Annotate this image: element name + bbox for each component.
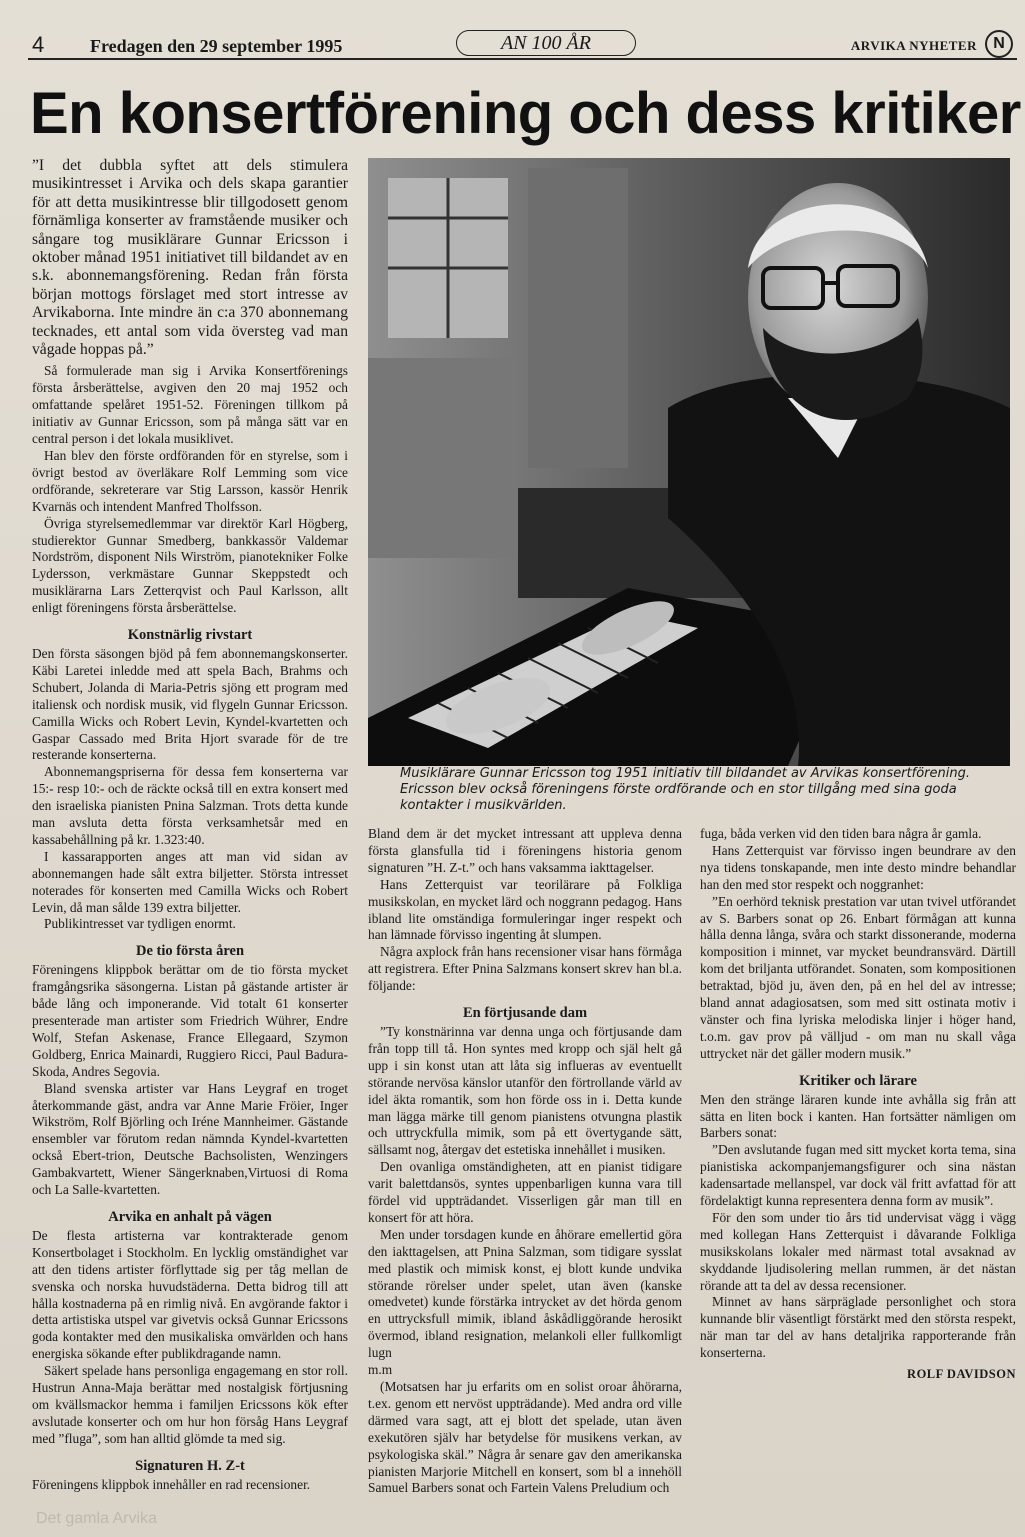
- subheading: Signaturen H. Z-t: [135, 1457, 245, 1474]
- photo-illustration: [368, 158, 1010, 766]
- paragraph: fuga, båda verken vid den tiden bara några år gamla.: [700, 826, 982, 841]
- article-column-1: [32, 157, 348, 1493]
- page-number: 4: [32, 32, 45, 57]
- paragraph: ”En oerhörd teknisk prestation var utan tvivel utförandet av S. Barbers sonat op 26. Enbart förmågan att kunna hålla denna långa, svåra och starkt dissonerande, moderna komposition i minnet, var mycket beundransvärd. Därtill kom det briljanta utförandet. Sonaten, som kompositionen betraktad, bjöd ju, även den, på en hel del av intresse; bland annat adagiosatsen, som med sitt ostinata motiv i vänster och fina lyriska melodiska linjer i höger hand, t.o.m. gav prov på välljud - om man nu skall våga uttrycket när det gäller modern musik.”: [700, 893, 1016, 1061]
- subheading: Arvika en anhalt på vägen: [108, 1208, 272, 1225]
- paragraph: Publikintresset var tydligen enormt.: [44, 916, 236, 932]
- article-column-2: [368, 826, 682, 1497]
- paragraph: m.m: [368, 1362, 393, 1378]
- paragraph: De flesta artisterna var kontrakterade genom Konsertbolaget i Stockholm. En lycklig omständighet var att den tidens artister förflyttade sig per tåg mellan de svenska och norska huvudstäderna. Detta bidrog till att hålla kostnaderna på en rimlig nivå. En avgörande faktor i detta artistiska utspel var givetvis också Gunnar Ericssons goda kontakter med den musikaliska omvärlden och hans energiska sökande efter publikdragande namn.: [32, 1227, 348, 1362]
- paragraph: Men den stränge läraren kunde inte avhålla sig från att sätta en liten bock i kanten. Han fortsätter nämligen om Barbers sonat:: [700, 1091, 1016, 1141]
- paragraph: Några axplock från hans recensioner visar hans förmåga att registrera. Efter Pnina Salzmans konsert skrev han bl.a. följande:: [368, 944, 682, 994]
- lead-paragraph: ”I det dubbla syftet att dels stimulera musikintresset i Arvika och dels skapa garantier för att detta musikintresse blir tillgodosett genom förnämliga konserter av framstående musiker och sångare tog musiklärare Gunnar Ericsson i oktober månad 1951 initiativet till bildandet av en s.k. abonnemangsförening. Redan från första början mottogs förslaget med stort intresse av Arvikaborna. Inte mindre än c:a 370 abonnemang tecknades, ett antal som vida översteg vad man vågade hoppas på.”: [32, 157, 348, 359]
- subheading: Kritiker och lärare: [799, 1072, 917, 1089]
- subheading: De tio första åren: [135, 943, 245, 960]
- masthead: [28, 30, 1017, 60]
- author-byline: ROLF DAVIDSON: [907, 1367, 1016, 1382]
- paragraph: Bland svenska artister var Hans Leygraf en troget återkommande gäst, andra var Anne Marie Fröier, Inger Wikström, Rolf Björling och Iréne Mannheimer. Gästande ensembler var förutom redan nämnda Kyndel-kvartetten också Ebert-trion, Deutsche Bachsolisten, Wenzingers Gambakvartett, Wiener Sängerknaben,Virtuosi di Roma och La Salle-kvartetten.: [32, 1080, 348, 1198]
- paragraph: Den ovanliga omständigheten, att en pianist tidigare varit balettdansös, syntes uppenbarligen kunna vara till fördel vid uppträdandet. Visserligen går man till en konsert för att höra.: [368, 1159, 682, 1225]
- article-photo: [368, 158, 1010, 766]
- paragraph: (Motsatsen har ju erfarits om en solist oroar åhörarna, t.ex. genom ett nervöst uppträdande). Med andra ord ville därmed vara sagt, att ej blott det spelade, utan även exekutören själv har betydelse för musikens verkan, av psykologiska skäl.” Några år senare gav den amerikanska pianisten Marjorie Mitchell en konsert, som bl a innehöll Samuel Barbers sonat och Fartein Valens Preludium och: [368, 1379, 682, 1496]
- paragraph: Hans Zetterquist var förvisso ingen beundrare av den nya tidens tonskapande, men inte desto mindre behandlar han den med stor respekt och noggranhet:: [700, 842, 1016, 892]
- paragraph: ”Ty konstnärinna var denna unga och förtjusande dam från topp till tå. Hon syntes med kropp och själ helt gå upp i sin konst utan att låta sig influeras av eventuellt störande nervösa känslor utanför den förtrollande värld av idel äkta romantik, som hon förde oss in i. Detta kunde man lägga märke till genom pianistens otvungna plastik och uttryckfulla mimik, som på ett övertygande sätt, sällsamt nog, återgav det estetiska innehållet i musiken.: [368, 1023, 682, 1158]
- paragraph: Han blev den förste ordföranden för en styrelse, som i övrigt bestod av överläkare Rolf Lemming som vice ordförande, sekreterare var Stig Larsson, kassör Henrik Kvarnäs och intendent Manfred Tholfsson.: [32, 448, 348, 514]
- subheading: Konstnärlig rivstart: [127, 627, 253, 644]
- paragraph: Övriga styrelsemedlemmar var direktör Karl Högberg, studierektor Gunnar Smedberg, bankkassör Valdemar Nordström, disponent Nils Wirström, pianotekniker Folke Lydersson, verkmästare Gunnar Skeppstedt och musiklärarna Lars Zetterqvist och Paul Karlsson, allt enligt föreningens första årsberättelse.: [32, 515, 348, 616]
- paragraph: Bland dem är det mycket intressant att uppleva denna första glansfulla tid i föreningens historia genom signaturen ”H. Z-t.” och hans vaksamma iakttagelser.: [368, 826, 682, 875]
- subheading: En förtjusande dam: [462, 1005, 588, 1022]
- watermark: Det gamla Arvika: [36, 1510, 157, 1527]
- paragraph: Hans Zetterquist var teorilärare på Folkliga musikskolan, en mycket lärd och noggrann pedagog. Hans ibland lite omständiga formuleringar inger respekt och han lämnade förvisso ingenting åt slumpen.: [368, 876, 682, 943]
- paragraph: Men under torsdagen kunde en åhörare emellertid göra den iakttagelsen, att Pnina Salzman, som tidigare sysslat med plastik och mimisk konst, ej blott kunde undvika störande rörelser under spelet, utan även (kanske omedvetet) kunde förstärka intrycket av det hörda genom en uttrycksfull mimik, ibland åskådliggörande herosikt övermod, ibland resignation, melankoli eller fullkomligt lugn: [368, 1226, 682, 1361]
- article-headline: En konsertförening och dess kritiker: [30, 81, 1021, 146]
- anniversary-logo: AN 100 ÅR: [456, 30, 636, 56]
- paragraph: Föreningens klippbok berättar om de tio första mycket framgångsrika säsongerna. Listan på gästande artister är både lång och imponerande. Vid totalt 61 konserter presenterade man artister som Friedrich Wührer, Endre Wolf, Stefan Askenase, France Ellegaard, Szymon Goldberg, Enrica Mainardi, Ruggiero Ricci, Paul Badura-Skoda, Andres Segovia.: [32, 962, 348, 1079]
- paragraph: Föreningens klippbok innehåller en rad recensioner.: [32, 1476, 311, 1492]
- newspaper-emblem-icon: N: [985, 30, 1013, 58]
- article-column-3: [700, 826, 1016, 1383]
- paragraph: Så formulerade man sig i Arvika Konsertförenings första årsberättelse, avgiven den 20 maj 1952 och omfattande spelåret 1951-52. Föreningen tillkom på initiativ av Gunnar Ericsson, som på många sätt var en central person i det lokala musiklivet.: [32, 363, 348, 447]
- paragraph: För den som under tio års tid undervisat vägg i vägg med kollegan Hans Zetterquist i dåvarande Folkliga musikskolans lokaler med närmast total avsaknad av skyddande ljudisolering mellan rummen, är det nästan rörande att ta del av dessa recensioner.: [700, 1209, 1016, 1293]
- paragraph: I kassarapporten anges att man vid sidan av abonnemangen hade sålt extra biljetter. Största intresset noterades för konserten med Camilla Wicks och Robert Levin, då man sålde 139 extra biljetter.: [32, 848, 348, 915]
- paragraph: Abonnemangspriserna för dessa fem konserterna var 15:- resp 10:- och de räckte också till en extra konsert med den israeliska pianisten Pnina Salzman. Trots detta kunde man avsluta detta första verksamhetsår med en kassabehållning på kr. 1.323:40.: [32, 764, 348, 847]
- paragraph: Säkert spelade hans personliga engagemang en stor roll. Hustrun Anna-Maja berättar med nostalgisk förtjusning om kvällsmackor hemma i familjen Ericssons kök efter avslutade konserter och om hur hon försåg Hans Leygraf med ”fluga”, som han alltid glömde ta med sig.: [32, 1363, 348, 1446]
- paragraph: Minnet av hans särpräglade personlighet och stora kunnande blir väsentligt förstärkt med den största respekt, när man tar del av hans detaljrika rapporterande från konserterna.: [700, 1294, 1016, 1361]
- photo-caption: Musiklärare Gunnar Ericsson tog 1951 initiativ till bildandet av Arvikas konsertförening. Ericsson blev också föreningens förste ordförande och en stor tillgång med sina goda kontakter i musikvärlden.: [400, 766, 970, 813]
- issue-date: Fredagen den 29 september 1995: [90, 36, 343, 56]
- newspaper-name: ARVIKA NYHETER: [850, 38, 977, 53]
- paragraph: ”Den avslutande fugan med sitt mycket korta tema, sina pianistiska ackompanjemangsfigurer och sina nästan kadensartade mellanspel, var dock väl fritt avfattad för att fördelaktigt kunna representera denna form av musik”.: [700, 1142, 1016, 1209]
- paragraph: Den första säsongen bjöd på fem abonnemangskonserter. Käbi Laretei inledde med att spela Bach, Brahms och Schubert, Jolanda di Maria-Petris sjöng ett program med italiensk och nordisk musik, vid flygeln Gunnar Ericsson. Camilla Wicks och Robert Levin, Kyndel-kvartetten och Gaspar Cassado med Brita Hjort svarade för de tre resterande konserterna.: [32, 645, 348, 763]
